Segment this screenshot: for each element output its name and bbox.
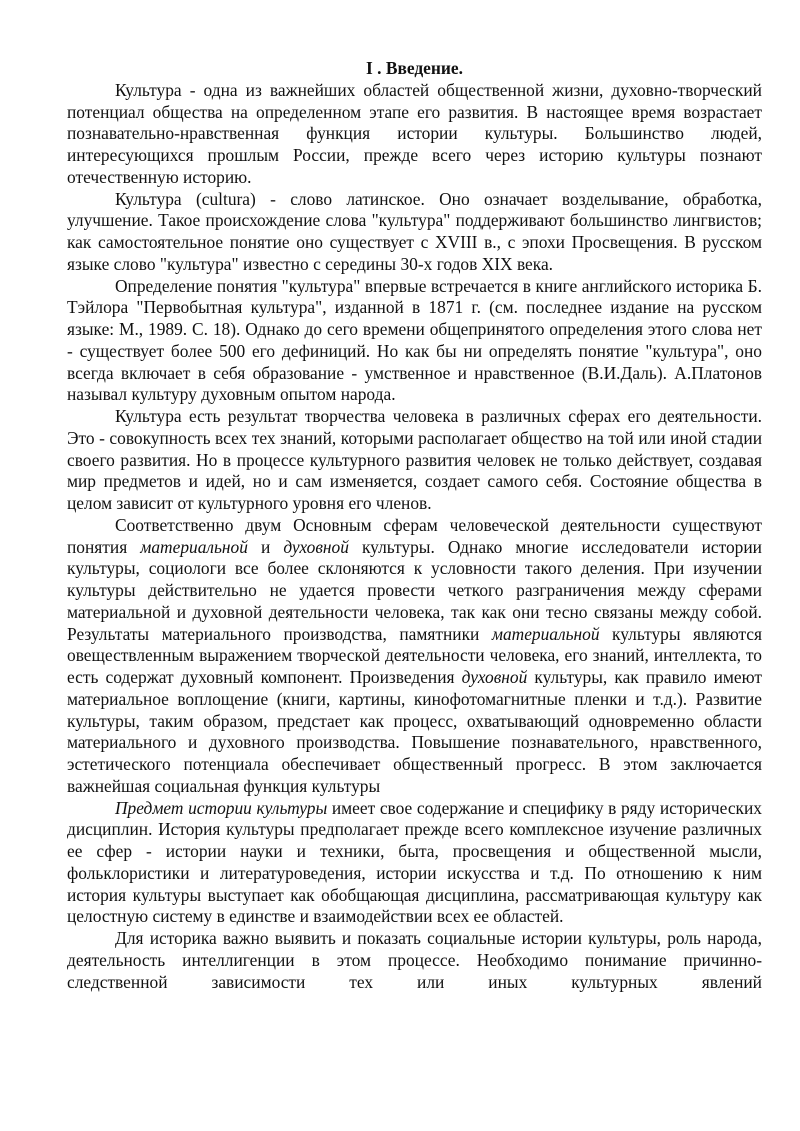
paragraph-definition: Определение понятия "культура" впервые встречается в книге английского историка Б. Тэйлора "Первобытная культура", изданной в 1871 г. (см. последнее издание на русском языке: М., 1989. С. 18). Однако до сего времени общепринятого определения этого слова нет - существует более 500 его дефиниций. Но как бы ни определять понятие "культура", оно всегда включает в себя образование - умственное и нравственное (В.И.Даль). А.Платонов называл культуру духовным опытом народа. xyxy=(67,275,762,405)
text-run: имеет свое содержание и специфику в ряду исторических дисциплин. История культуры предполагает прежде всего комплексное изучение различных ее сфер - истории науки и техники, быта, просвещения и общественной мысли, фольклористики и литературоведения, истории искусства и т.д. По отношению к ним история культуры выступает как обобщающая дисциплина, рассматривающая культуру как целостную систему в единстве и взаимодействии всех ее областей. xyxy=(67,797,762,927)
section-heading: I . Введение. xyxy=(366,58,463,78)
text-run: культуры, как правило имеют материальное воплощение (книги, картины, кинофотомагнитные пленки и т.д.). Развитие культуры, таким образом, предстает как процесс, охватывающий одновременно области материального и духовного производства. Повышение познавательного, нравственного, эстетического потенциала обеспечивает общественный прогресс. В этом заключается важнейшая социальная функция культуры xyxy=(67,667,763,796)
text-run: Соответственно двум Основным сферам человеческой деятельности существуют понятия xyxy=(67,514,762,557)
text-run: культуры. Однако многие исследователи истории культуры, социологи все более склоняются к условности такого деления. При изучении культуры действительно не удается провести четкого разграничения между сферами материальной и духовной деятельности человека, так как они тесно связаны между собой. Результаты материального производства, памятники xyxy=(67,536,762,644)
italic-term: материальной xyxy=(491,623,600,644)
italic-term: духовной xyxy=(283,536,349,557)
italic-term: духовной xyxy=(461,667,528,687)
italic-term: Предмет истории культуры xyxy=(115,797,328,818)
italic-term: материальной xyxy=(140,536,248,557)
paragraph-intro: Культура - одна из важнейших областей общественной жизни, духовно-творческий потенциал общества на определенном этапе его развития. В настоящее время возрастает познавательно-нравственная функция истории культуры. Большинство людей, интересующихся прошлым России, прежде всего через историю культуры познают отечественную историю. xyxy=(67,79,762,187)
paragraph-material-spiritual xyxy=(67,515,762,798)
document-page xyxy=(67,58,762,993)
text-run: и xyxy=(247,536,284,557)
paragraph-etymology: Культура (cultura) - слово латинское. Оно означает возделывание, обработка, улучшение. Такое происхождение слова "культура" поддерживают большинство лингвистов; как самостоятельное понятие оно существует с XVIII в., с эпохи Просвещения. В русском языке слово "культура" известно с середины 30-х годов XIX века. xyxy=(67,188,762,274)
paragraph-historian: Для историка важно выявить и показать социальные истории культуры, роль народа, деятельность интеллигенции в этом процессе. Необходимо понимание причинно-следственной зависимости тех или иных культурных явлений xyxy=(67,928,762,992)
paragraph-creativity: Культура есть результат творчества человека в различных сферах его деятельности. Это - совокупность всех тех знаний, которыми располагает общество на той или иной стадии своего развития. Но в процессе культурного развития человек не только действует, создавая мир предметов и идей, но и сам изменяется, создает самого себя. Состояние общества в целом зависит от культурного уровня его членов. xyxy=(67,406,762,513)
text-run: культуры являются овеществленным выражением творческой деятельности человека, его знаний, интеллекта, то есть содержат духовный компонент. Произведения xyxy=(67,623,762,687)
paragraph-subject xyxy=(67,798,762,929)
